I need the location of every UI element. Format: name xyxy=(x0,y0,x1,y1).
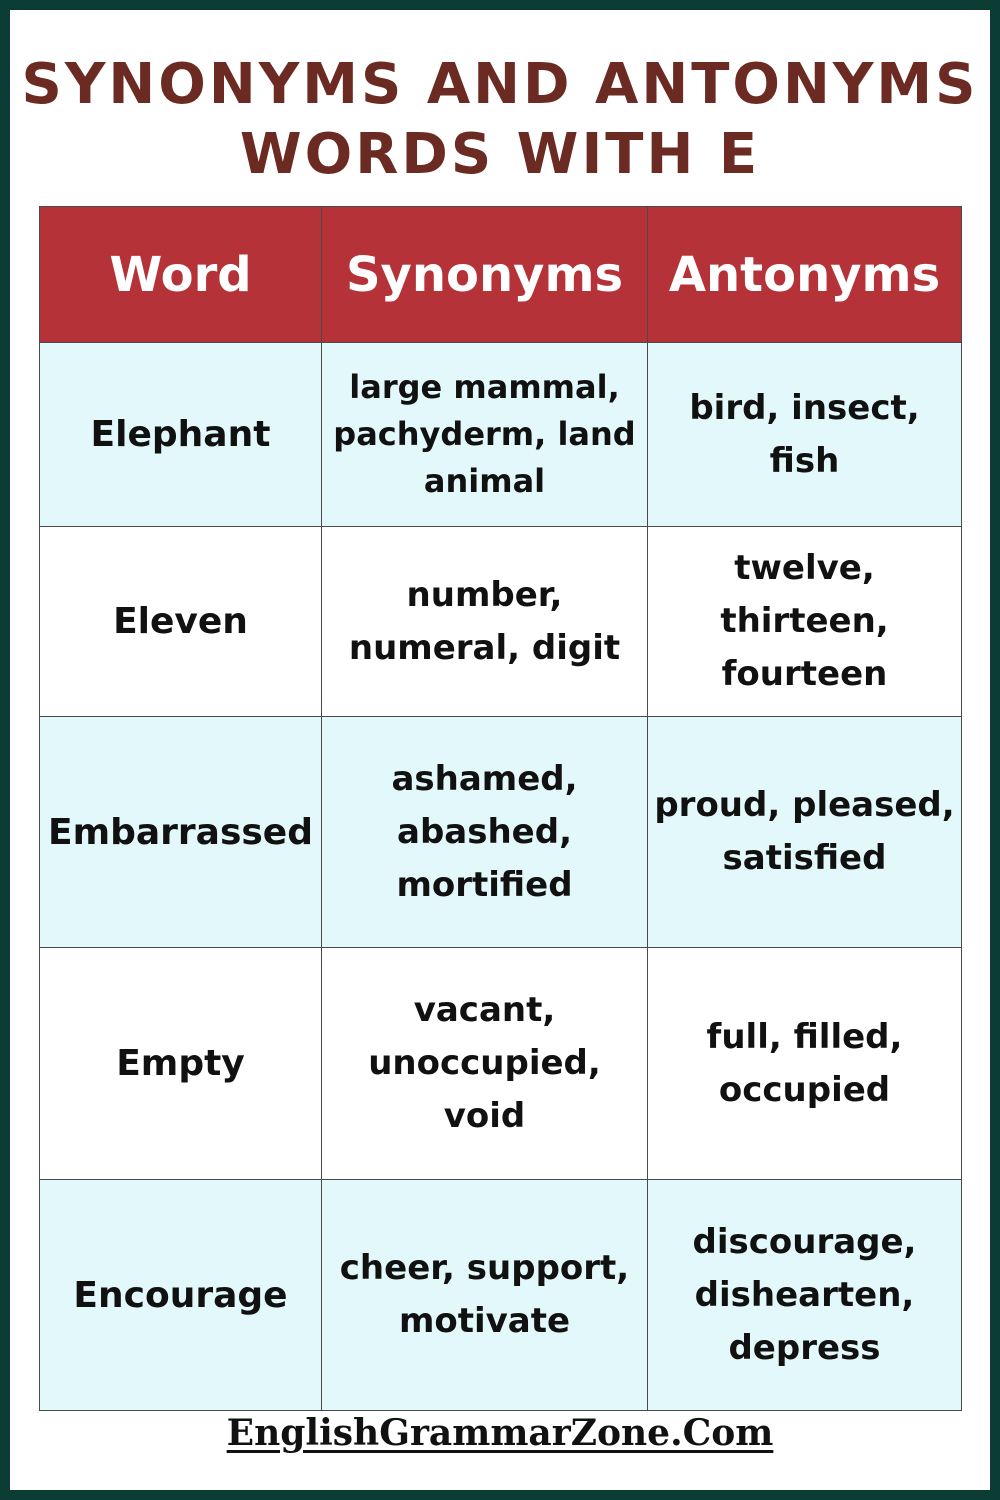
antonyms-cell: bird, insect, fish xyxy=(648,343,962,527)
word-cell: Empty xyxy=(40,948,322,1180)
synonyms-cell: ashamed, abashed, mortified xyxy=(322,717,648,948)
synonyms-cell: vacant, unoccupied, void xyxy=(322,948,648,1180)
antonyms-cell: twelve, thirteen, fourteen xyxy=(648,527,962,717)
table-row xyxy=(40,1180,962,1411)
table-row xyxy=(40,343,962,527)
header-word: Word xyxy=(40,207,322,343)
poster-frame xyxy=(10,10,990,1490)
header-antonyms: Antonyms xyxy=(648,207,962,343)
synonyms-cell: cheer, support, motivate xyxy=(322,1180,648,1411)
word-cell: Encourage xyxy=(40,1180,322,1411)
header-synonyms: Synonyms xyxy=(322,207,648,343)
table-row xyxy=(40,948,962,1180)
site-link[interactable]: EnglishGrammarZone.Com xyxy=(226,1412,774,1454)
antonyms-cell: full, filled, occupied xyxy=(648,948,962,1180)
synonyms-cell: large mammal, pachyderm, land animal xyxy=(322,343,648,527)
site-credit xyxy=(10,1412,990,1454)
word-cell: Eleven xyxy=(40,527,322,717)
synonyms-cell: number, numeral, digit xyxy=(322,527,648,717)
title-line-1: SYNONYMS AND ANTONYMS xyxy=(21,52,979,117)
page-title xyxy=(10,50,990,190)
antonyms-cell: proud, pleased, satisfied xyxy=(648,717,962,948)
word-table xyxy=(39,206,962,1411)
table-row xyxy=(40,717,962,948)
table-row xyxy=(40,527,962,717)
table-header-row xyxy=(40,207,962,343)
antonyms-cell: discourage, dishearten, depress xyxy=(648,1180,962,1411)
word-cell: Embarrassed xyxy=(40,717,322,948)
title-line-2: WORDS WITH E xyxy=(239,122,761,187)
word-cell: Elephant xyxy=(40,343,322,527)
